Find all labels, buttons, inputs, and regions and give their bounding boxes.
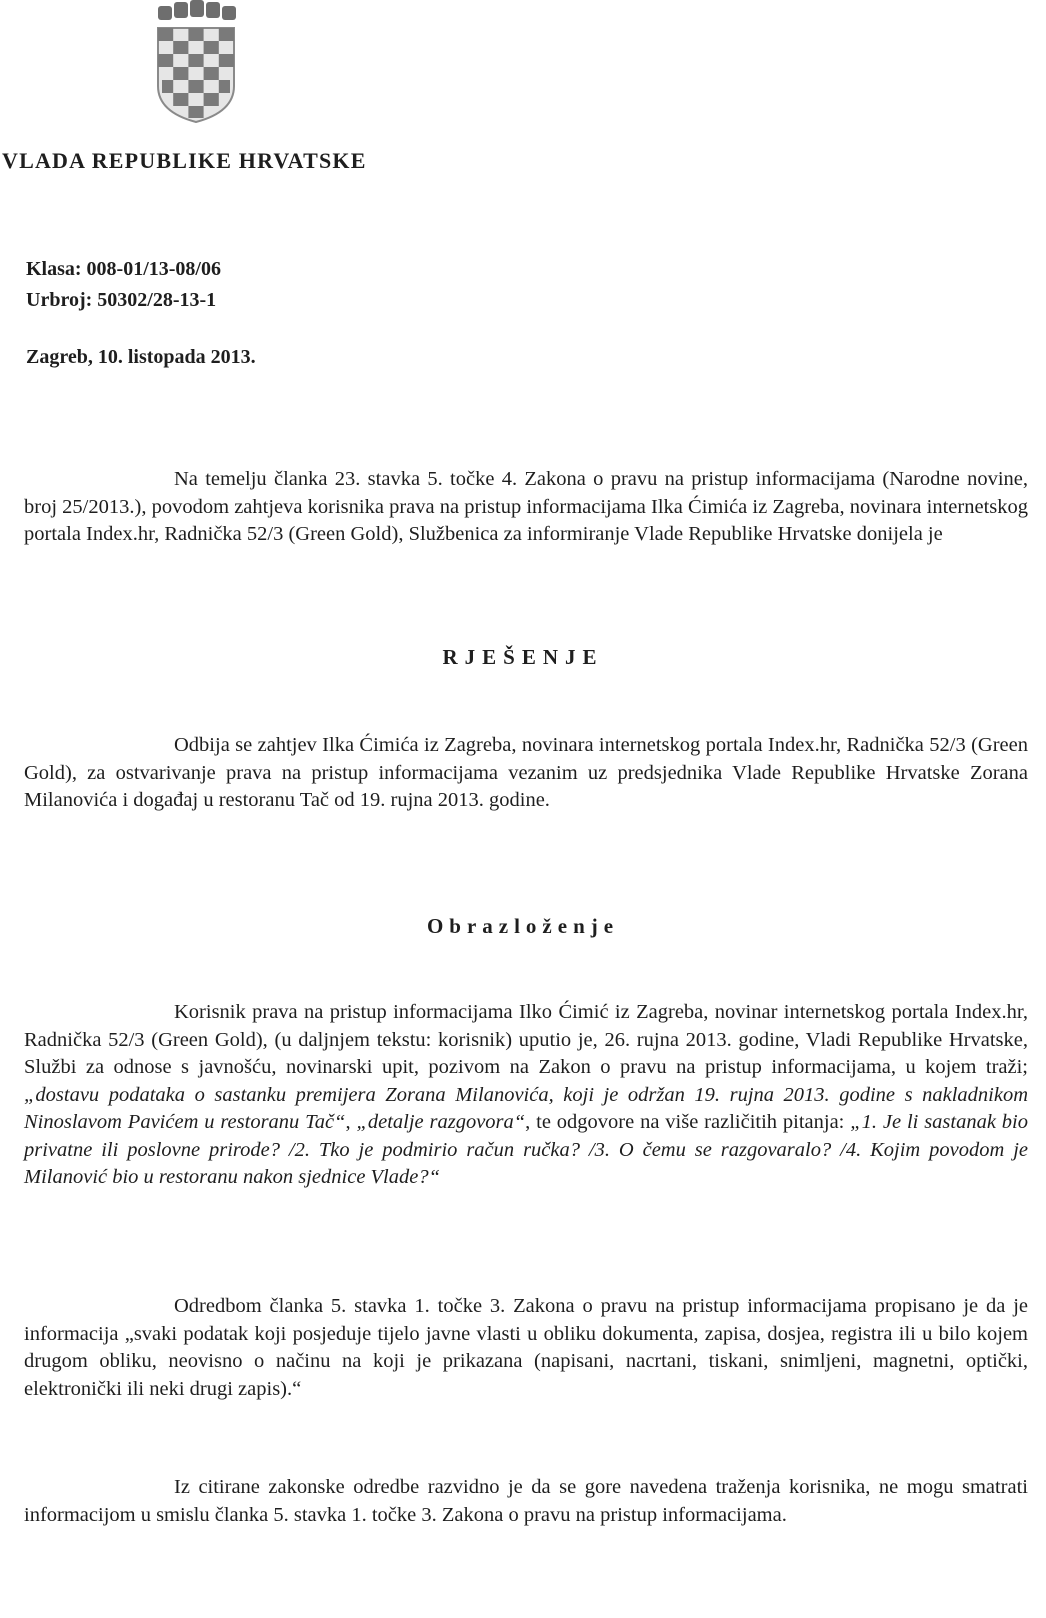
reasoning-p1-text-c: , te odgovore na više različitih pitanja: bbox=[525, 1111, 851, 1133]
klasa: Klasa: 008-01/13-08/06 bbox=[26, 258, 221, 280]
reasoning-heading: Obrazloženje bbox=[426, 914, 620, 938]
quote-conversation-details: „detalje razgovora“ bbox=[356, 1111, 526, 1133]
quote-questions: „1. Je li sastanak bio privatne ili poslovne prirode? /2. Tko je podmirio račun ručka? /3. O čemu se razgovaralo? /4. Kojim povodom je Milanović bio u restoranu nakon sjednice Vlade?“ bbox=[24, 1111, 1028, 1188]
government-title: VLADA REPUBLIKE HRVATSKE bbox=[2, 148, 367, 173]
croatian-coat-of-arms-icon bbox=[150, 0, 242, 125]
reasoning-paragraph-3: Iz citirane zakonske odredbe razvidno je da se gore navedena traženja korisnika, ne mogu smatrati informacijom u smislu članka 5. stavka 1. točke 3. Zakona o pravu na pristup informacijama. bbox=[24, 1476, 1028, 1526]
reasoning-paragraph-1 bbox=[24, 999, 1028, 1192]
reasoning-p1-text-a: Korisnik prava na pristup informacijama Ilko Ćimić iz Zagreba, novinar internetskog portala Index.hr, Radnička 52/3 (Green Gold), (u daljnjem tekstu: korisnik) uputio je, 26. rujna 2013. godine, Vladi Republike Hrvatske, Službi za odnose s javnošću, novinarski upit, pozivom na Zakon o pravu na pristup informacijama, u kojem traži; bbox=[24, 1001, 1028, 1078]
quote-meeting-data: „dostavu podataka o sastanku premijera Zorana Milanovića, koji je održan 19. rujna 2013. godine s nakladnikom Ninoslavom Pavićem u restoranu Tač“ bbox=[24, 1083, 1028, 1133]
urbroj: Urbroj: 50302/28-13-1 bbox=[26, 289, 217, 311]
intro-paragraph: Na temelju članka 23. stavka 5. točke 4. Zakona o pravu na pristup informacijama (Narodne novine, broj 25/2013.), povodom zahtjeva korisnika prava na pristup informacijama Ilka Ćimića iz Zagreba, novinara internetskog portala Index.hr, Radnička 52/3 (Green Gold), Službenica za informiranje Vlade Republike Hrvatske donijela je bbox=[24, 468, 1028, 545]
decision-paragraph: Odbija se zahtjev Ilka Ćimića iz Zagreba, novinara internetskog portala Index.hr, Radnička 52/3 (Green Gold), za ostvarivanje prava na pristup informacijama vezanim uz predsjednika Vlade Republike Hrvatske Zorana Milanovića i događaj u restoranu Tač od 19. rujna 2013. godine. bbox=[24, 734, 1028, 811]
place-date: Zagreb, 10. listopada 2013. bbox=[26, 346, 256, 368]
reasoning-p1-text-b: , bbox=[345, 1111, 357, 1133]
decision-heading: RJEŠENJE bbox=[442, 645, 604, 669]
reasoning-paragraph-2: Odredbom članka 5. stavka 1. točke 3. Zakona o pravu na pristup informacijama propisano je da je informacija „svaki podatak koji posjeduje tijelo javne vlasti u obliku dokumenta, zapisa, dosjea, registra ili u bilo kojem drugom obliku, neovisno o načinu na koji je prikazana (napisani, nacrtani, tiskani, snimljeni, magnetni, optički, elektronički ili neki drugi zapis).“ bbox=[24, 1295, 1028, 1400]
